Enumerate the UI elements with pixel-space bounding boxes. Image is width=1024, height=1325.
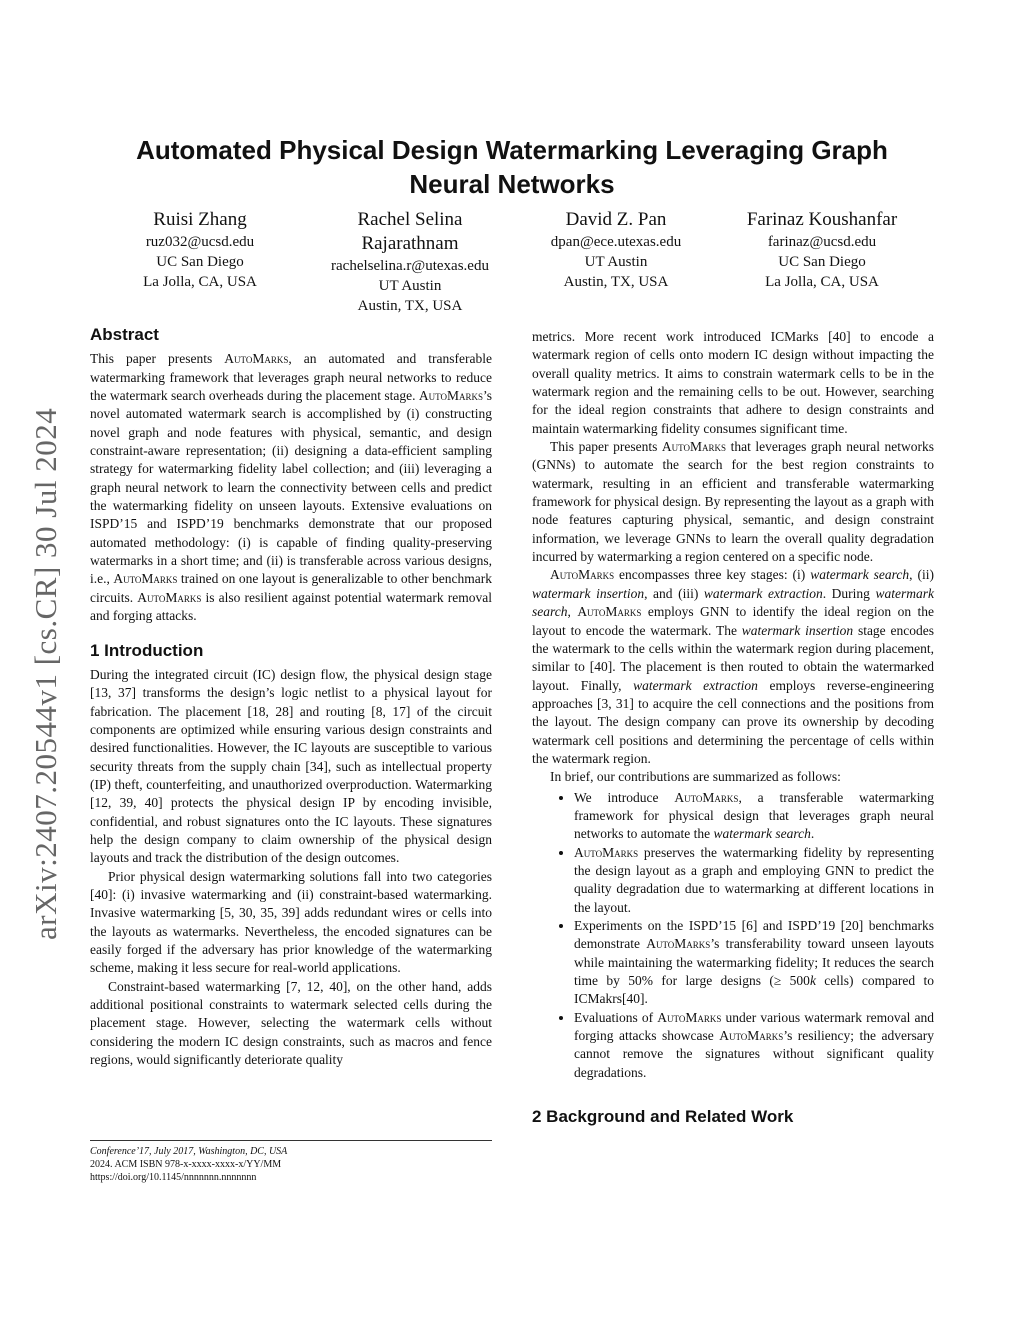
author-affiliation: UC San Diego	[778, 254, 866, 270]
author-location: Austin, TX, USA	[357, 298, 463, 314]
intro-paragraph-1: During the integrated circuit (IC) design flow, the physical design stage [13, 37] transforms the design’s logic netlist to a physical layout for fabrication. The placement [18, 28] and routing [8, 17] of the circuit components are optimized while ensuring various design constraints and desired functionalities. However, the IC layouts are susceptible to various security threats from the supply chain [34], such as intellectual property (IP) theft, counterfeiting, and unauthorized overproduction. Watermarking [12, 39, 40] protects the physical design IP by encoding invisible, confidential, and robust signatures onto the IC layouts. These signatures help the design company to claim ownership of the physical design layouts and track the distribution of the design outcomes.	[90, 666, 492, 866]
right-column	[532, 328, 934, 1132]
author-affiliation: UT Austin	[584, 254, 648, 270]
author-block-2	[310, 208, 510, 316]
isbn-info: 2024. ACM ISBN 978-x-xxxx-xxxx-x/YY/MM	[90, 1159, 282, 1170]
author-location: La Jolla, CA, USA	[143, 274, 257, 290]
footnote	[90, 1140, 492, 1184]
section-2-heading: 2 Background and Related Work	[532, 1107, 794, 1127]
author-name: Rachel Selina Rajarathnam	[357, 209, 463, 254]
author-affiliation: UT Austin	[378, 278, 442, 294]
author-affiliation: UC San Diego	[156, 254, 244, 270]
right-paragraph-1: metrics. More recent work introduced ICMarks [40] to encode a watermark region of cells onto modern IC design without impacting the overall quality metrics. It aims to constrain watermark cells to be in the watermark region and the remaining cells to be out. However, searching for the ideal region constraints that adhere to design constraints and maintain watermarking fidelity consumes significant time.	[532, 329, 934, 436]
author-name: David Z. Pan	[565, 209, 667, 230]
author-block-1	[100, 208, 300, 292]
conference-info: Conference’17, July 2017, Washington, DC, USA	[90, 1146, 288, 1157]
author-email: farinaz@ucsd.edu	[767, 234, 877, 250]
contribution-item: • AutoMarks preserves the watermarking fidelity by representing the design layout as a graph and employing GNN to predict the quality degradation due to watermarking at different locations in the layout.	[574, 844, 934, 917]
contributions-list	[532, 789, 934, 1083]
author-block-3	[516, 208, 716, 292]
introduction-heading: 1 Introduction	[90, 640, 204, 660]
author-name: Ruisi Zhang	[153, 209, 247, 230]
author-email: dpan@ece.utexas.edu	[550, 234, 682, 250]
author-location: La Jolla, CA, USA	[765, 274, 879, 290]
intro-paragraph-2: Prior physical design watermarking solutions fall into two categories [40]: (i) invasive watermarking and (ii) constraint-based watermarking. Invasive watermarking [5, 30, 35, 39] adds redundant wires or cells into the layouts as watermarks. Nevertheless, the encoded signatures can be easily forged if the adversary has prior knowledge of the watermarking scheme, making it less secure for real-world applications.	[90, 868, 492, 976]
author-block-4	[722, 208, 922, 292]
contribution-item: • We introduce AutoMarks, a transferable watermarking framework for physical design that leverages graph neural networks to automate the watermark search.	[574, 789, 934, 844]
arxiv-identifier: arXiv:2407.20544v1 [cs.CR] 30 Jul 2024	[28, 407, 63, 940]
author-email: rachelselina.r@utexas.edu	[331, 258, 489, 274]
contribution-item: • Experiments on the ISPD’15 [6] and ISPD’19 [20] benchmarks demonstrate AutoMarks’s transferability toward unseen layouts while maintaining the watermarking fidelity; It reduces the search time by 50% for large designs (≥ 500k cells) compared to ICMakrs[40].	[574, 917, 934, 1009]
intro-paragraph-3: Constraint-based watermarking [7, 12, 40], on the other hand, adds additional positional constraints to watermark selected cells during the placement stage. However, selecting the watermark cells without considering the modern IC design constraints, such as macros and fence regions, would significantly deteriorate quality	[90, 978, 492, 1068]
doi-link[interactable]: https://doi.org/10.1145/nnnnnnn.nnnnnnn	[90, 1172, 257, 1183]
abstract-text: This paper presents AutoMarks, an automated and transferable watermarking framework that leverages graph neural networks to reduce the watermark search overheads during the placement stage. AutoMarks’s novel automated watermark search is accomplished by (i) constructing novel graph and node features with physical, semantic, and design constraint-aware representation; (ii) designing a data-efficient sampling strategy for watermarking fidelity label collection; and (iii) leveraging a graph neural network to learn the connectivity between cells and predict the watermarking fidelity on unseen layouts. Extensive evaluations on ISPD’15 and ISPD’19 benchmarks demonstrate that our proposed automated methodology: (i) is capable of finding quality-preserving watermarks in a short time; and (ii) is transferable across various designs, i.e., AutoMarks trained on one layout is generalizable to other benchmark circuits. AutoMarks is also resilient against potential watermark removal and forging attacks.	[90, 351, 493, 624]
author-name: Farinaz Koushanfar	[746, 209, 898, 230]
left-column	[90, 326, 492, 1069]
author-email: ruz032@ucsd.edu	[145, 234, 255, 250]
contributions-intro: In brief, our contributions are summarized as follows:	[550, 769, 841, 785]
contribution-item: • Evaluations of AutoMarks under various watermark removal and forging attacks showcase AutoMarks’s resiliency; the adversary cannot remove the signatures without significant quality degradations.	[574, 1009, 934, 1082]
right-paragraph-3: AutoMarks encompasses three key stages: (i) watermark search, (ii) watermark insertion, and (iii) watermark extraction. During watermark search, AutoMarks employs GNN to identify the ideal region on the layout to encode the watermark. The watermark insertion stage encodes the watermark to the cells within the watermark region during placement, similar to [40]. The placement is then routed to obtain the watermarked layout. Finally, watermark extraction employs reverse-engineering approaches [3, 31] to acquire the cell connections and the positions from the layout. The design company can prove its ownership by decoding watermark cell positions and determining the percentage of cells within the watermark region.	[532, 567, 935, 766]
right-paragraph-2: This paper presents AutoMarks that leverages graph neural networks (GNNs) to automate the search for the best region constraints to watermark, resulting in an efficient and transferable watermarking framework for physical design. By representing the layout as a graph with node features capturing physical, semantic, and design constraint information, we leverage GNNs to learn the overall quality degradation incurred by watermarking a region centered on a specific node.	[532, 439, 934, 565]
abstract-heading: Abstract	[90, 325, 159, 344]
paper-title: Automated Physical Design Watermarking Leveraging Graph Neural Networks	[136, 135, 888, 199]
author-location: Austin, TX, USA	[563, 274, 669, 290]
arxiv-identifier-margin	[18, 368, 66, 940]
